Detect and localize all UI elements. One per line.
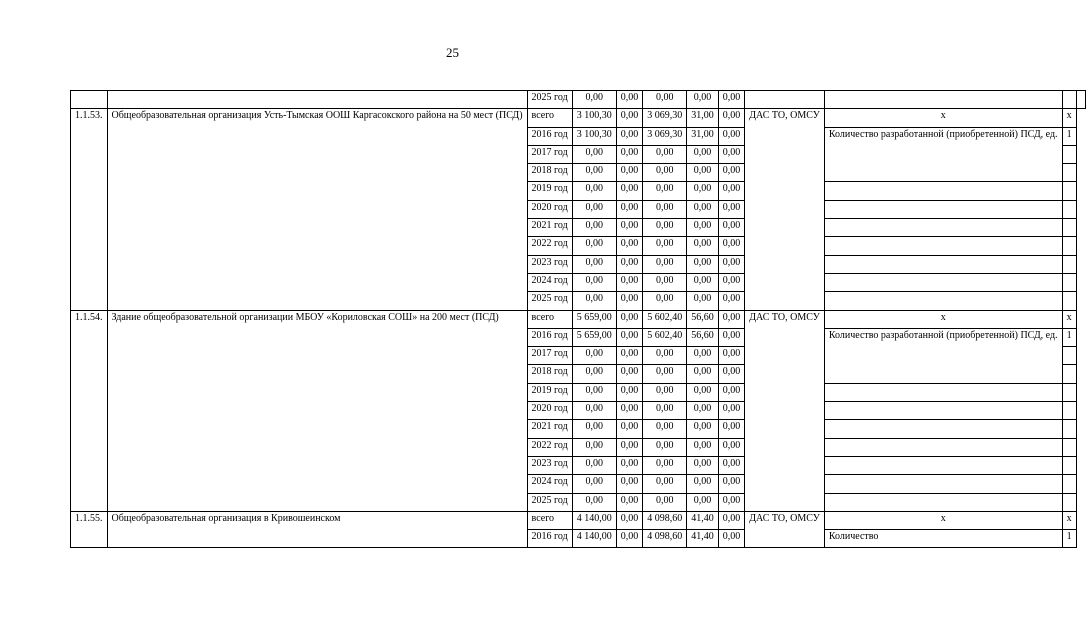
value-cell: 0,00 (572, 456, 616, 474)
value-cell: 0,00 (616, 310, 643, 328)
year-cell: 2018 год (527, 164, 572, 182)
value-cell: 0,00 (616, 255, 643, 273)
value-cell: 0,00 (616, 145, 643, 163)
value-cell: 0,00 (572, 493, 616, 511)
value-cell: 31,00 (687, 127, 719, 145)
value-cell: 0,00 (718, 91, 745, 109)
value-cell: 0,00 (718, 145, 745, 163)
value-cell: 0,00 (572, 402, 616, 420)
year-cell: 2022 год (527, 237, 572, 255)
value-cell: 0,00 (572, 182, 616, 200)
year-cell: 2018 год (527, 365, 572, 383)
indicator-cell (824, 200, 1062, 218)
value-cell: 0,00 (616, 511, 643, 529)
year-cell: всего (527, 511, 572, 529)
target-cell (1062, 420, 1076, 438)
target-cell (1062, 493, 1076, 511)
indicator-cell (824, 456, 1062, 474)
indicator-cell: Количество (824, 530, 1062, 548)
year-cell: 2025 год (527, 91, 572, 109)
value-cell: 4 098,60 (643, 530, 687, 548)
value-cell: 0,00 (718, 237, 745, 255)
value-cell: 0,00 (687, 91, 719, 109)
value-cell: 0,00 (718, 365, 745, 383)
value-cell: 0,00 (718, 438, 745, 456)
year-cell: 2024 год (527, 475, 572, 493)
target-cell (1062, 347, 1076, 365)
value-cell: 0,00 (616, 420, 643, 438)
year-cell: 2023 год (527, 255, 572, 273)
value-cell: 0,00 (616, 127, 643, 145)
target-cell (1062, 164, 1076, 182)
value-cell: 0,00 (687, 365, 719, 383)
value-cell: 0,00 (643, 219, 687, 237)
value-cell: 0,00 (616, 237, 643, 255)
table-row (71, 511, 1086, 529)
year-cell: 2017 год (527, 145, 572, 163)
value-cell: 0,00 (643, 475, 687, 493)
value-cell: 0,00 (643, 347, 687, 365)
value-cell: 0,00 (687, 145, 719, 163)
indicator-cell (824, 438, 1062, 456)
indicator-cell (824, 493, 1062, 511)
indicator-value-cell (1062, 91, 1076, 109)
target-cell: 1 (1062, 530, 1076, 548)
executor-cell (745, 91, 825, 109)
target-cell (1062, 145, 1076, 163)
target-cell: x (1062, 310, 1076, 328)
item-name: Общеобразовательная организация Усть-Тымская ООШ Каргасокского района на 50 мест (ПСД) (107, 109, 527, 310)
item-name: Здание общеобразовательной организации МБОУ «Кориловская СОШ» на 200 мест (ПСД) (107, 310, 527, 511)
indicator-x-cell: x (824, 310, 1062, 328)
value-cell: 0,00 (718, 493, 745, 511)
year-cell: 2025 год (527, 493, 572, 511)
value-cell: 0,00 (718, 164, 745, 182)
value-cell: 0,00 (718, 511, 745, 529)
page-number: 25 (446, 45, 459, 60)
value-cell: 0,00 (687, 402, 719, 420)
year-cell: 2019 год (527, 182, 572, 200)
value-cell: 3 069,30 (643, 109, 687, 127)
table-row (71, 91, 1086, 109)
target-cell (1062, 456, 1076, 474)
value-cell: 0,00 (616, 328, 643, 346)
value-cell: 0,00 (687, 164, 719, 182)
value-cell: 4 140,00 (572, 511, 616, 529)
value-cell: 0,00 (718, 383, 745, 401)
year-cell: 2020 год (527, 200, 572, 218)
value-cell: 0,00 (616, 530, 643, 548)
value-cell: 0,00 (616, 475, 643, 493)
value-cell: 3 069,30 (643, 127, 687, 145)
table-body (71, 91, 1086, 548)
indicator-cell (824, 255, 1062, 273)
value-cell: 0,00 (616, 347, 643, 365)
value-cell: 0,00 (616, 402, 643, 420)
value-cell: 0,00 (718, 475, 745, 493)
indicator-cell: Количество разработанной (приобретенной) ПСД, ед. (824, 328, 1062, 383)
target-cell (1062, 438, 1076, 456)
value-cell: 0,00 (572, 383, 616, 401)
value-cell: 0,00 (572, 292, 616, 310)
value-cell: 0,00 (687, 182, 719, 200)
executor-cell: ДАС ТО, ОМСУ (745, 310, 825, 511)
value-cell: 0,00 (643, 273, 687, 291)
year-cell: 2021 год (527, 219, 572, 237)
value-cell: 0,00 (616, 219, 643, 237)
table-row (71, 310, 1086, 328)
value-cell: 0,00 (643, 182, 687, 200)
value-cell: 0,00 (718, 219, 745, 237)
value-cell: 0,00 (616, 438, 643, 456)
value-cell: 0,00 (572, 91, 616, 109)
value-cell: 5 659,00 (572, 310, 616, 328)
target-cell (1062, 292, 1076, 310)
value-cell: 0,00 (572, 475, 616, 493)
value-cell: 0,00 (572, 164, 616, 182)
value-cell: 0,00 (643, 383, 687, 401)
value-cell: 0,00 (718, 530, 745, 548)
value-cell: 56,60 (687, 310, 719, 328)
value-cell: 41,40 (687, 530, 719, 548)
year-cell: 2021 год (527, 420, 572, 438)
value-cell: 0,00 (643, 402, 687, 420)
value-cell: 0,00 (643, 420, 687, 438)
target-cell (1062, 383, 1076, 401)
value-cell: 0,00 (643, 91, 687, 109)
item-name: Общеобразовательная организация в Кривошеинском (107, 511, 527, 548)
indicator-cell (824, 420, 1062, 438)
value-cell: 0,00 (572, 420, 616, 438)
value-cell: 0,00 (718, 402, 745, 420)
target-cell (1062, 365, 1076, 383)
value-cell: 0,00 (718, 200, 745, 218)
value-cell: 0,00 (643, 456, 687, 474)
year-cell: 2016 год (527, 328, 572, 346)
target-cell (1062, 475, 1076, 493)
value-cell: 0,00 (616, 383, 643, 401)
value-cell: 0,00 (616, 273, 643, 291)
value-cell: 0,00 (687, 456, 719, 474)
year-cell: 2025 год (527, 292, 572, 310)
target-cell (1062, 200, 1076, 218)
value-cell: 4 098,60 (643, 511, 687, 529)
value-cell: 0,00 (572, 219, 616, 237)
year-cell: 2017 год (527, 347, 572, 365)
value-cell: 0,00 (572, 145, 616, 163)
value-cell: 0,00 (643, 365, 687, 383)
item-code: 1.1.55. (71, 511, 108, 548)
item-code: 1.1.54. (71, 310, 108, 511)
indicator-cell (824, 182, 1062, 200)
value-cell: 0,00 (718, 347, 745, 365)
value-cell: 0,00 (572, 255, 616, 273)
value-cell: 0,00 (616, 164, 643, 182)
value-cell: 5 602,40 (643, 310, 687, 328)
indicator-cell: Количество разработанной (приобретенной) ПСД, ед. (824, 127, 1062, 182)
value-cell: 0,00 (718, 273, 745, 291)
indicator-cell (824, 273, 1062, 291)
value-cell: 0,00 (687, 219, 719, 237)
value-cell: 0,00 (718, 328, 745, 346)
value-cell: 0,00 (687, 420, 719, 438)
indicator-cell (824, 383, 1062, 401)
value-cell: 0,00 (616, 456, 643, 474)
value-cell: 41,40 (687, 511, 719, 529)
value-cell: 0,00 (572, 438, 616, 456)
indicator-cell (824, 292, 1062, 310)
indicator-cell (824, 237, 1062, 255)
indicator-cell (824, 219, 1062, 237)
value-cell: 0,00 (616, 365, 643, 383)
value-cell: 0,00 (718, 310, 745, 328)
value-cell: 56,60 (687, 328, 719, 346)
value-cell: 0,00 (718, 420, 745, 438)
target-cell (1062, 255, 1076, 273)
value-cell: 0,00 (687, 200, 719, 218)
table-row (71, 109, 1086, 127)
value-cell: 0,00 (718, 456, 745, 474)
value-cell: 0,00 (643, 292, 687, 310)
year-cell: всего (527, 310, 572, 328)
item-code: 1.1.53. (71, 109, 108, 310)
value-cell: 0,00 (643, 200, 687, 218)
value-cell: 3 100,30 (572, 109, 616, 127)
year-cell: 2022 год (527, 438, 572, 456)
executor-cell: ДАС ТО, ОМСУ (745, 511, 825, 548)
target-cell (1062, 273, 1076, 291)
value-cell: 0,00 (643, 237, 687, 255)
target-cell (1062, 182, 1076, 200)
year-cell: 2023 год (527, 456, 572, 474)
value-cell: 0,00 (687, 237, 719, 255)
value-cell: 0,00 (616, 91, 643, 109)
indicator-cell (824, 402, 1062, 420)
value-cell: 0,00 (687, 438, 719, 456)
target-cell (1062, 402, 1076, 420)
target-cell: x (1062, 511, 1076, 529)
value-cell: 0,00 (687, 475, 719, 493)
value-cell: 0,00 (687, 383, 719, 401)
value-cell: 0,00 (643, 438, 687, 456)
value-cell: 3 100,30 (572, 127, 616, 145)
value-cell: 0,00 (687, 493, 719, 511)
target-cell: x (1062, 109, 1076, 127)
year-cell: 2016 год (527, 530, 572, 548)
value-cell: 0,00 (687, 292, 719, 310)
target-cell (1062, 219, 1076, 237)
target-cell: 1 (1062, 328, 1076, 346)
value-cell: 0,00 (616, 493, 643, 511)
budget-table (70, 90, 1086, 548)
value-cell: 0,00 (572, 237, 616, 255)
object-cell (107, 91, 527, 109)
value-cell: 0,00 (643, 164, 687, 182)
code-cell (71, 91, 108, 109)
value-cell: 0,00 (687, 347, 719, 365)
value-cell: 0,00 (616, 182, 643, 200)
executor-cell: ДАС ТО, ОМСУ (745, 109, 825, 310)
value-cell: 0,00 (718, 255, 745, 273)
target-cell (1076, 91, 1085, 109)
value-cell: 0,00 (643, 255, 687, 273)
target-cell (1062, 237, 1076, 255)
year-cell: всего (527, 109, 572, 127)
value-cell: 0,00 (616, 109, 643, 127)
year-cell: 2016 год (527, 127, 572, 145)
value-cell: 5 659,00 (572, 328, 616, 346)
value-cell: 0,00 (718, 127, 745, 145)
value-cell: 0,00 (718, 109, 745, 127)
target-cell: 1 (1062, 127, 1076, 145)
value-cell: 0,00 (616, 200, 643, 218)
year-cell: 2024 год (527, 273, 572, 291)
value-cell: 0,00 (643, 493, 687, 511)
value-cell: 0,00 (718, 292, 745, 310)
value-cell: 0,00 (572, 347, 616, 365)
value-cell: 0,00 (687, 273, 719, 291)
value-cell: 0,00 (718, 182, 745, 200)
value-cell: 31,00 (687, 109, 719, 127)
indicator-x-cell: x (824, 109, 1062, 127)
indicator-cell (824, 475, 1062, 493)
year-cell: 2019 год (527, 383, 572, 401)
value-cell: 4 140,00 (572, 530, 616, 548)
value-cell: 0,00 (572, 273, 616, 291)
indicator-cell (824, 91, 1062, 109)
value-cell: 0,00 (687, 255, 719, 273)
year-cell: 2020 год (527, 402, 572, 420)
value-cell: 0,00 (616, 292, 643, 310)
indicator-x-cell: x (824, 511, 1062, 529)
value-cell: 0,00 (572, 365, 616, 383)
value-cell: 0,00 (643, 145, 687, 163)
value-cell: 0,00 (572, 200, 616, 218)
value-cell: 5 602,40 (643, 328, 687, 346)
